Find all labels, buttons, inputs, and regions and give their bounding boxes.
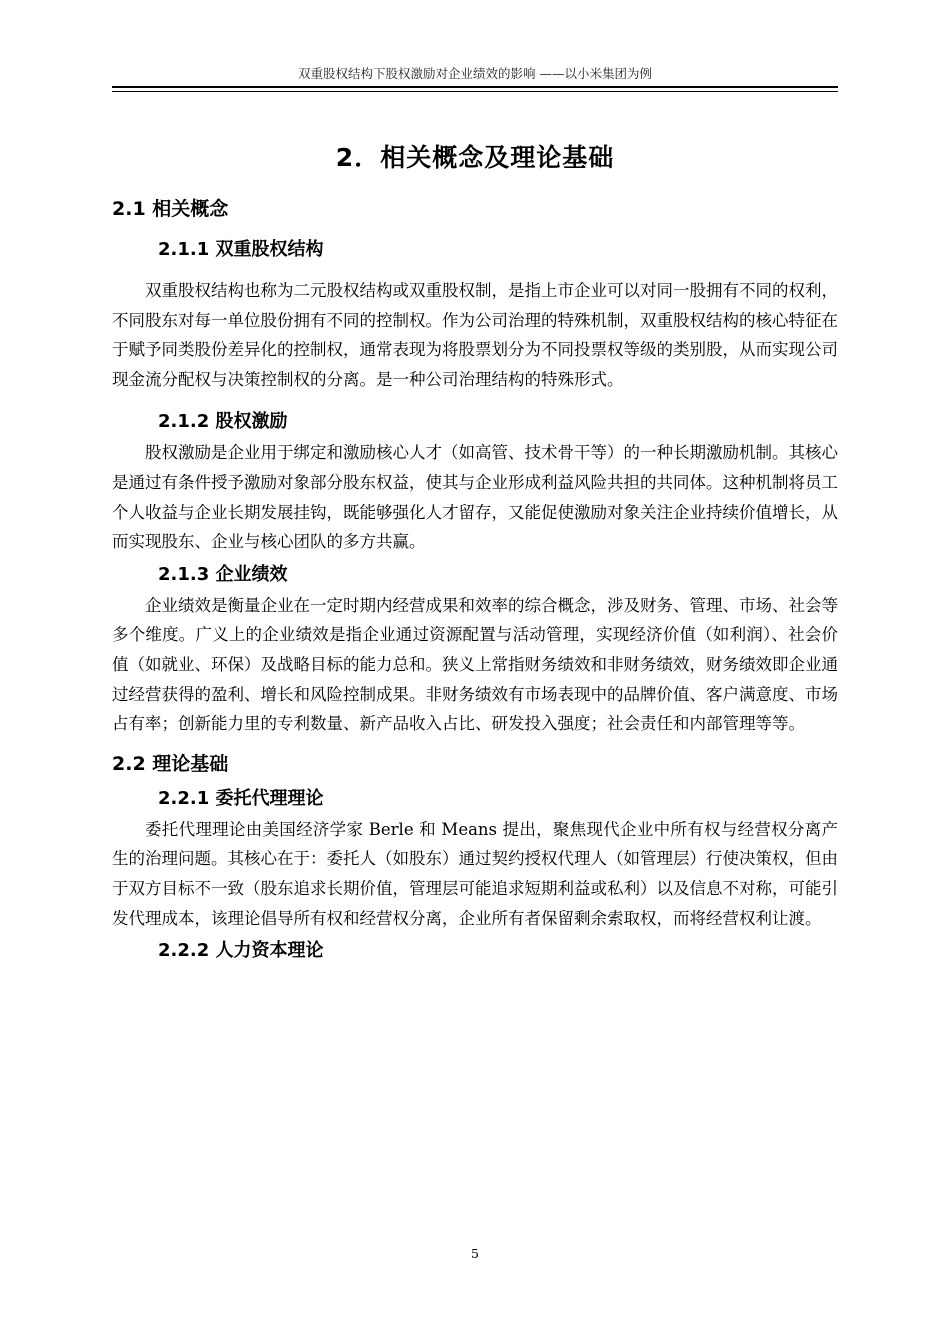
running-header: 双重股权结构下股权激励对企业绩效的影响 ——以小米集团为例 bbox=[298, 66, 652, 81]
subsection-heading-2-1-1: 2.1.1 双重股权结构 bbox=[158, 239, 324, 260]
paragraph-2-1-2: 股权激励是企业用于绑定和激励核心人才（如高管、技术骨干等）的一种长期激励机制。其核心是通过有条件授予激励对象部分股东权益，使其与企业形成利益风险共担的共同体。这种机制将员工个人收益与企业长期发展挂钩，既能够强化人才留存，又能促使激励对象关注企业持续价值增长，从而实现股东、企业与核心团队的多方共赢。 bbox=[112, 443, 838, 552]
paragraph-2-2-1: 委托代理理论由美国经济学家 Berle 和 Means 提出，聚焦现代企业中所有权与经营权分离产生的治理问题。其核心在于：委托人（如股东）通过契约授权代理人（如管理层）行使决策权，但由于双方目标不一致（股东追求长期价值，管理层可能追求短期利益或私利）以及信息不对称，可能引发代理成本，该理论倡导所有权和经营权分离，企业所有者保留剩余索取权，而将经营权利让渡。 bbox=[112, 819, 838, 928]
chapter-title: 2．相关概念及理论基础 bbox=[335, 143, 615, 172]
section-heading-2-2: 2.2 理论基础 bbox=[112, 752, 229, 775]
paragraph-2-1-1: 双重股权结构也称为二元股权结构或双重股权制，是指上市企业可以对同一股拥有不同的权利，不同股东对每一单位股份拥有不同的控制权。作为公司治理的特殊机制，双重股权结构的核心特征在于赋予同类股份差异化的控制权，通常表现为将股票划分为不同投票权等级的类别股，从而实现公司现金流分配权与决策控制权的分离。是一种公司治理结构的特殊形式。 bbox=[112, 281, 838, 389]
subsection-heading-2-1-2: 2.1.2 股权激励 bbox=[158, 411, 288, 433]
page-content bbox=[112, 120, 838, 965]
header-rule-thin bbox=[112, 91, 838, 92]
page-number: 5 bbox=[471, 1246, 479, 1261]
subsection-heading-2-2-2: 2.2.2 人力资本理论 bbox=[158, 940, 324, 962]
subsection-heading-2-1-3: 2.1.3 企业绩效 bbox=[158, 563, 288, 585]
paragraph-2-1-3: 企业绩效是衡量企业在一定时期内经营成果和效率的综合概念，涉及财务、管理、市场、社会等多个维度。广义上的企业绩效是指企业通过资源配置与活动管理，实现经济价值（如利润）、社会价值（如就业、环保）及战略目标的能力总和。狭义上常指财务绩效和非财务绩效，财务绩效即企业通过经营获得的盈利、增长和风险控制成果。非财务绩效有市场表现中的品牌价值、客户满意度、市场占有率；创新能力里的专利数量、新产品收入占比、研发投入强度；社会责任和内部管理等等。 bbox=[112, 595, 838, 734]
section-heading-2-1: 2.1 相关概念 bbox=[112, 198, 229, 220]
header-rule-thick bbox=[112, 86, 838, 88]
subsection-heading-2-2-1: 2.2.1 委托代理理论 bbox=[158, 787, 324, 809]
